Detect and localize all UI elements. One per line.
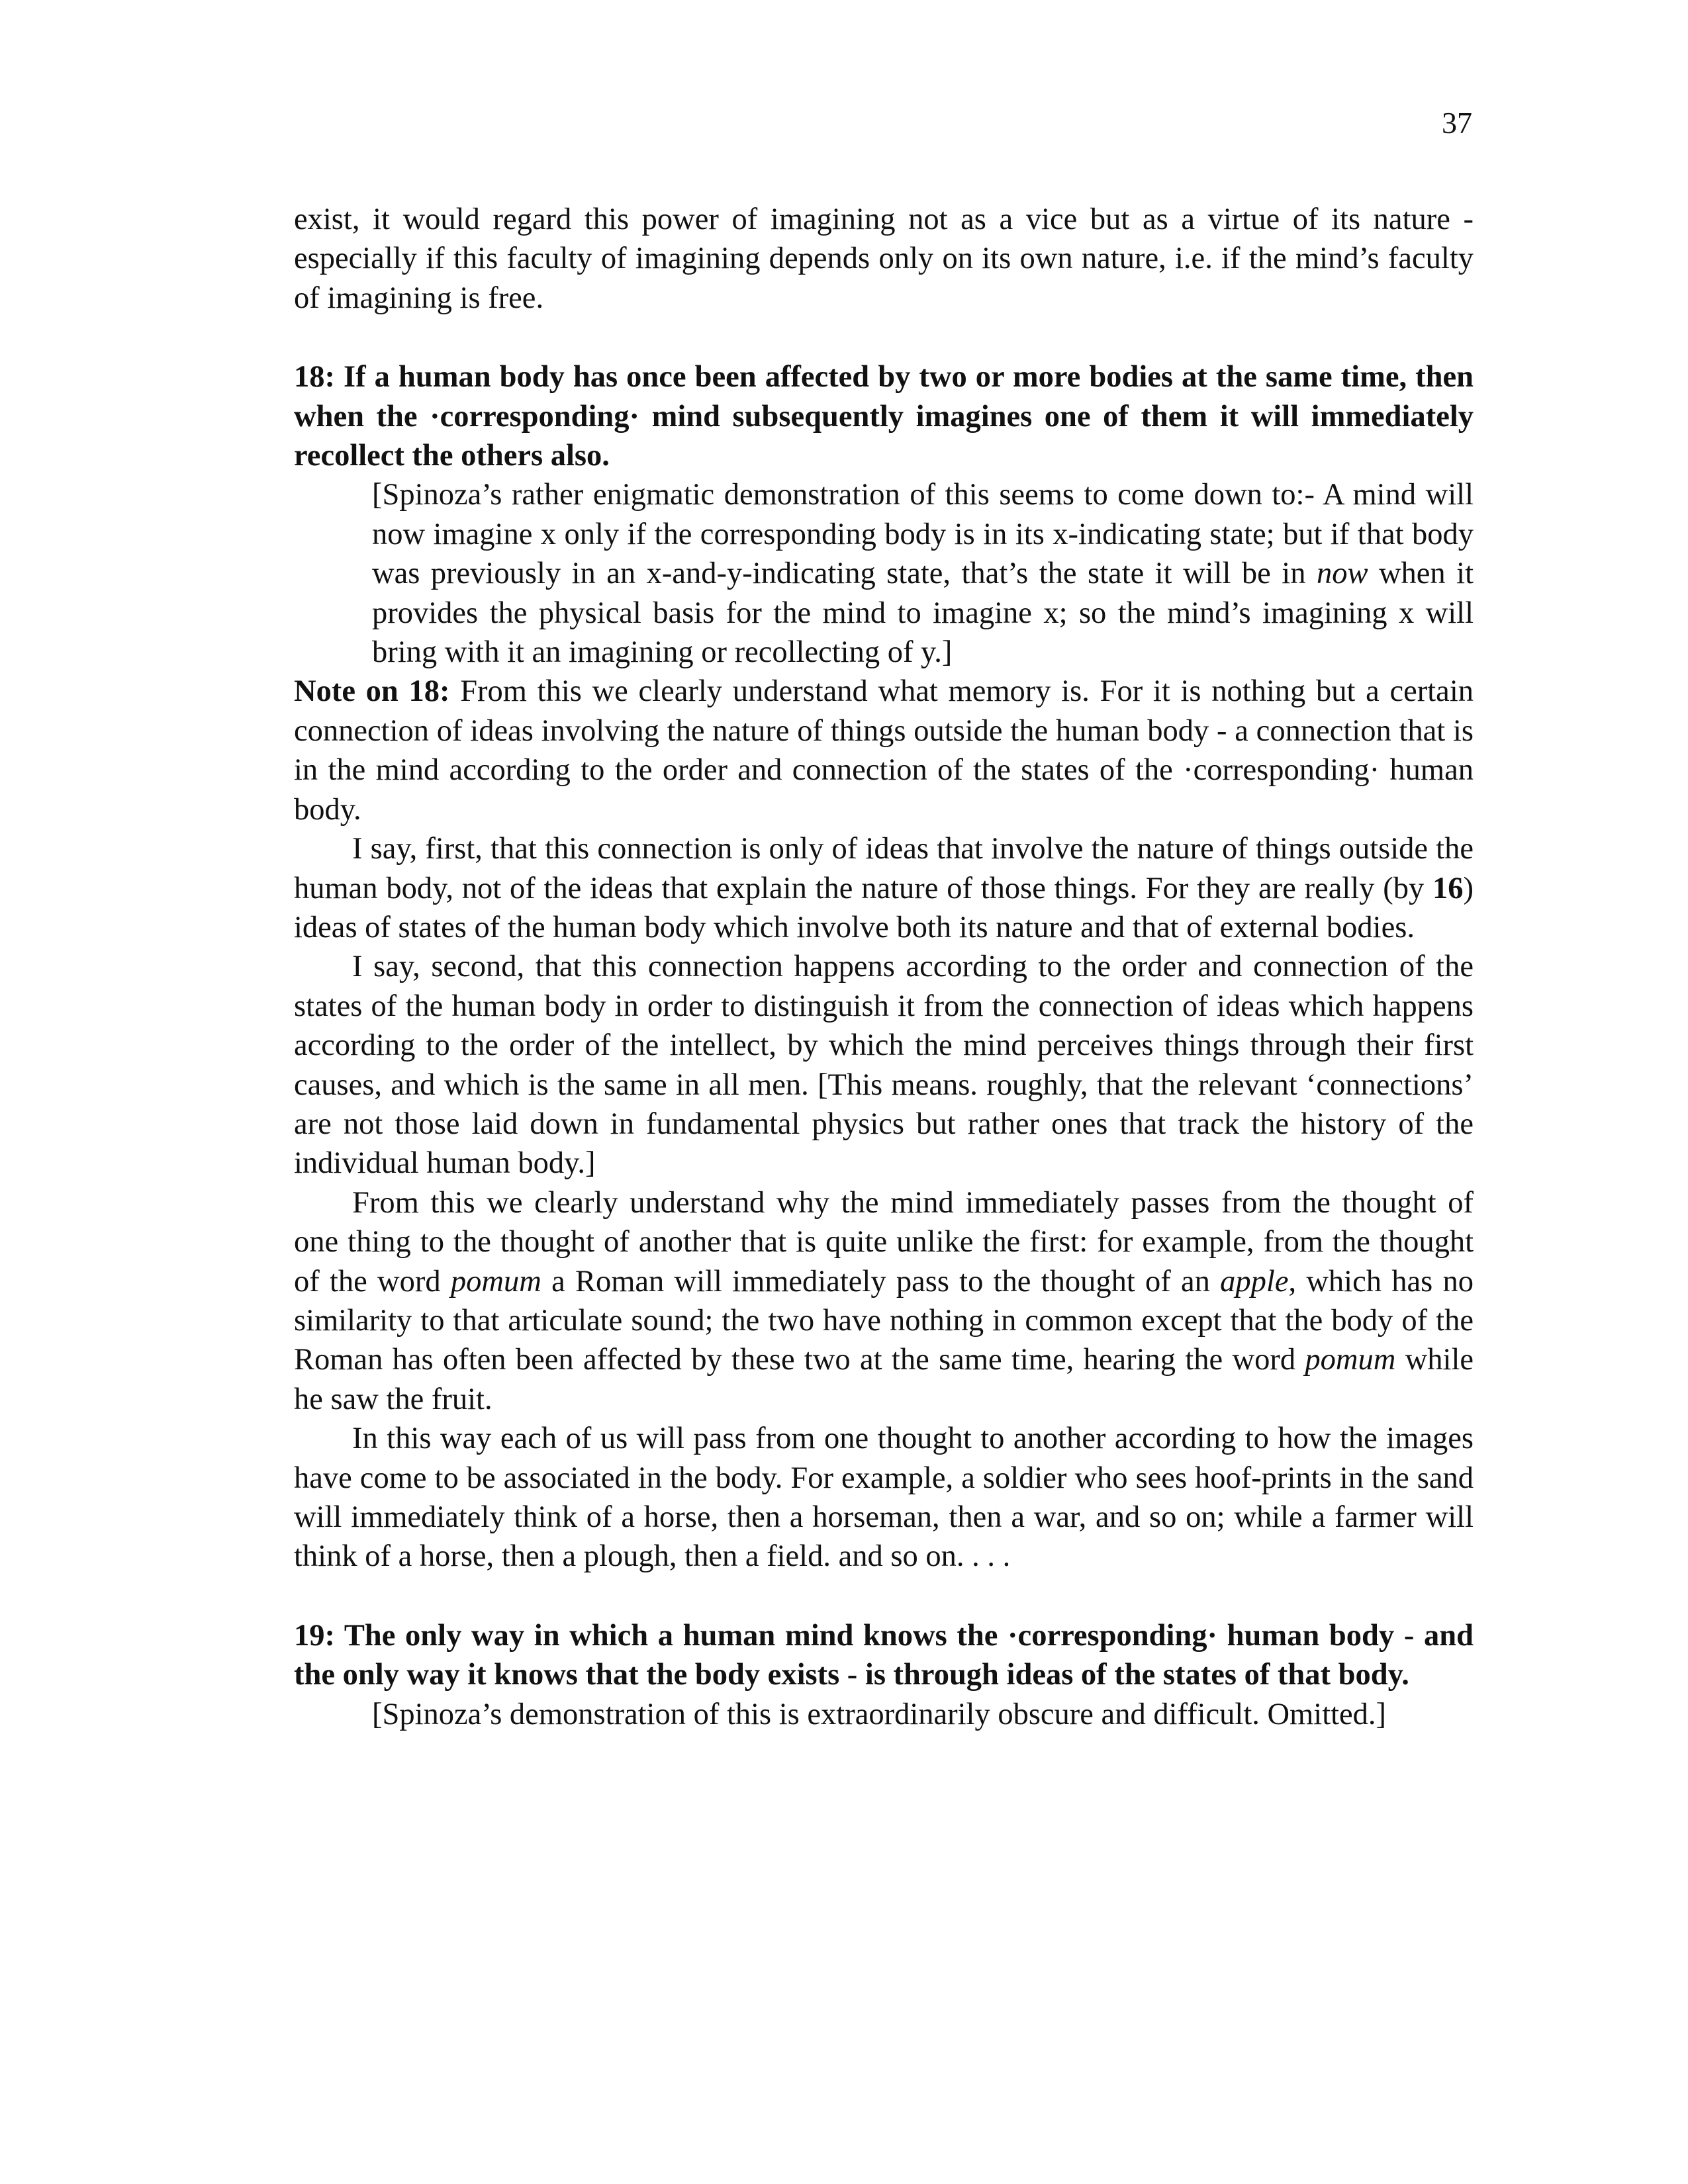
note-18-paragraph-1 bbox=[294, 672, 1474, 829]
note-18-p2-part-2: ) ideas of states of the human body which involve both its nature and that of external bodies. bbox=[294, 871, 1474, 944]
emphasis-now: now bbox=[1316, 557, 1368, 591]
reference-16: 16 bbox=[1432, 871, 1464, 905]
page-number: 37 bbox=[1442, 106, 1472, 140]
proposition-18: 18: If a human body has once been affected by two or more bodies at the same time, then when the ·corresponding· mind subsequently imagines one of them it will immediately recollect the others also. bbox=[294, 360, 1474, 473]
note-18-p4-part-3: , which has no similarity to that articulate sound; the two have nothing in common except that the body of the Roman has often been affected by these two at the same time, hearing the word bbox=[294, 1264, 1474, 1377]
term-apple: apple bbox=[1220, 1264, 1289, 1298]
page-body bbox=[294, 200, 1474, 1734]
note-18-p4-part-1: From this we clearly understand why the mind immediately passes from the thought of one thing to the thought of another that is quite unlike the first: for example, from the thought of the word bbox=[294, 1185, 1474, 1298]
note-18-p4-part-2: a Roman will immediately pass to the thought of an bbox=[541, 1264, 1221, 1298]
note-18-label: Note on 18: bbox=[294, 674, 450, 709]
demonstration-text-part-1: [Spinoza’s rather enigmatic demonstration of this seems to come down to:- A mind will now imagine x only if the corresponding body is in its x-indicating state; but if that body was previously in an x-and-y-indicating state, that’s the state it will be in bbox=[372, 478, 1474, 591]
note-18-paragraph-2 bbox=[294, 829, 1474, 947]
note-18-paragraph-5: In this way each of us will pass from one thought to another according to how the images have come to be associated in the body. For example, a soldier who sees hoof-prints in the sand will immediately think of a horse, then a horseman, then a war, and so on; while a farmer will think of a horse, then a plough, then a field. and so on. . . . bbox=[294, 1422, 1474, 1574]
intro-paragraph: exist, it would regard this power of imagining not as a vice but as a virtue of its nature - especially if this faculty of imagining depends only on its own nature, i.e. if the mind’s faculty of imagining is free. bbox=[294, 203, 1474, 315]
note-18-paragraph-3: I say, second, that this connection happens according to the order and connection of the states of the human body in order to distinguish it from the connection of ideas which happens according to the order of the intellect, by which the mind perceives things through their first causes, and which is the same in all men. [This means. roughly, that the relevant ‘connections’ are not those laid down in fundamental physics but rather ones that track the history of the individual human body.] bbox=[294, 950, 1474, 1181]
term-pomum-1: pomum bbox=[450, 1264, 541, 1298]
note-18-p4-part-4: while he saw the fruit. bbox=[294, 1343, 1474, 1416]
proposition-18-demonstration bbox=[372, 475, 1474, 672]
proposition-19: 19: The only way in which a human mind knows the ·corresponding· human body - and the only way it knows that the body exists - is through ideas of the states of that body. bbox=[294, 1618, 1474, 1692]
note-18-text: From this we clearly understand what memory is. For it is nothing but a certain connection of ideas involving the nature of things outside the human body - a connection that is in the mind according to the order and connection of the states of the ·corresponding· human body. bbox=[294, 674, 1474, 827]
proposition-19-demonstration: [Spinoza’s demonstration of this is extraordinarily obscure and difficult. Omitted.] bbox=[372, 1697, 1387, 1731]
note-18-paragraph-4 bbox=[294, 1183, 1474, 1419]
note-18-p2-part-1: I say, first, that this connection is only of ideas that involve the nature of things outside the human body, not of the ideas that explain the nature of those things. For they are really (by bbox=[294, 832, 1474, 905]
term-pomum-2: pomum bbox=[1305, 1343, 1396, 1377]
demonstration-text-part-2: when it provides the physical basis for the mind to imagine x; so the mind’s imagining x will bring with it an imagining or recollecting of y.] bbox=[372, 557, 1474, 670]
